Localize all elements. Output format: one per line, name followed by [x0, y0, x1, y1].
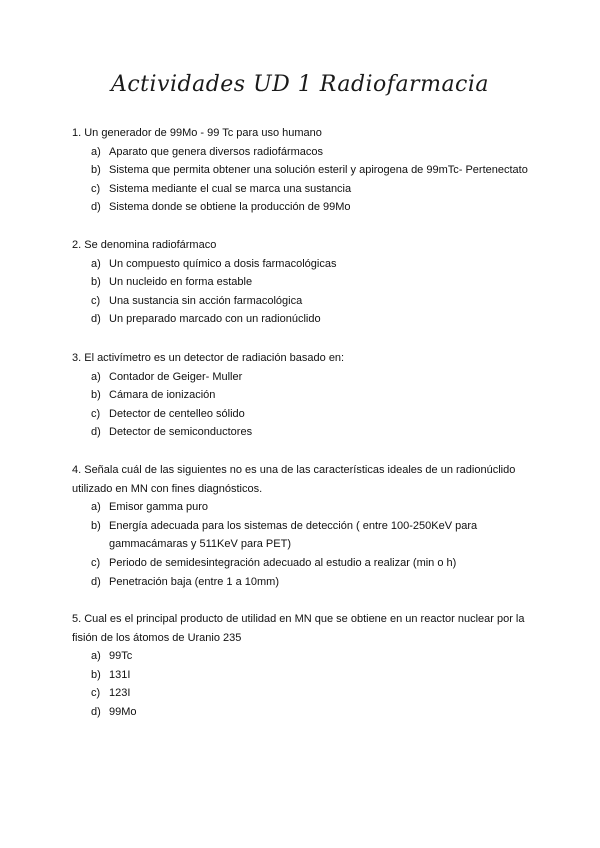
option-text: 99Tc: [109, 650, 133, 663]
option-a: [72, 498, 532, 517]
option-letter: a): [91, 257, 101, 270]
option-text: 123I: [109, 687, 131, 700]
option-a: [72, 143, 532, 162]
option-text: 131I: [109, 668, 131, 681]
option-text: Penetración baja (entre 1 a 10mm): [109, 575, 279, 588]
question-1: [72, 124, 532, 217]
option-letter: d): [91, 201, 101, 214]
option-c: [72, 554, 532, 573]
option-letter: d): [91, 313, 101, 326]
options-list: [72, 368, 532, 442]
option-c: [72, 180, 532, 199]
question-stem: 5. Cual es el principal producto de utilidad en MN que se obtiene en un reactor nuclear por la fisión de los átomos de Uranio 235: [72, 613, 525, 644]
option-a: [72, 647, 532, 666]
options-list: [72, 647, 532, 721]
question-2: [72, 236, 532, 329]
option-b: [72, 161, 532, 180]
option-text: Una sustancia sin acción farmacológica: [109, 294, 303, 307]
option-text: Cámara de ionización: [109, 389, 216, 402]
option-letter: d): [91, 575, 101, 588]
option-letter: b): [91, 389, 101, 402]
question-stem: 4. Señala cuál de las siguientes no es una de las características ideales de un radionúclido utilizado en MN con fines diagnósticos.: [72, 464, 516, 495]
option-letter: b): [91, 276, 101, 289]
question-stem: 2. Se denomina radiofármaco: [72, 239, 217, 251]
option-text: Un nucleido en forma estable: [109, 276, 253, 289]
option-b: [72, 666, 532, 685]
option-letter: c): [91, 687, 101, 700]
option-letter: b): [91, 164, 101, 177]
page-title: Actividades UD 1 Radiofarmacia: [110, 72, 490, 97]
option-letter: b): [91, 519, 101, 532]
option-b: [72, 517, 532, 554]
option-letter: c): [91, 294, 101, 307]
option-letter: a): [91, 145, 101, 158]
option-text: Sistema mediante el cual se marca una sustancia: [109, 182, 352, 195]
option-text: Detector de centelleo sólido: [109, 407, 245, 420]
option-d: [72, 423, 532, 442]
option-letter: d): [91, 426, 101, 439]
option-text: Un preparado marcado con un radionúclido: [109, 313, 321, 326]
option-d: [72, 703, 532, 722]
options-list: [72, 498, 532, 591]
question-4: [72, 461, 532, 591]
option-text: Sistema donde se obtiene la producción de 99Mo: [109, 201, 351, 214]
option-text: Periodo de semidesintegración adecuado al estudio a realizar (min o h): [109, 556, 457, 569]
option-b: [72, 386, 532, 405]
option-letter: c): [91, 407, 101, 420]
option-text: Un compuesto químico a dosis farmacológicas: [109, 257, 337, 270]
option-a: [72, 368, 532, 387]
option-d: [72, 310, 532, 329]
question-5: [72, 610, 532, 722]
option-a: [72, 255, 532, 274]
option-d: [72, 198, 532, 217]
option-letter: d): [91, 705, 101, 718]
option-c: [72, 292, 532, 311]
question-3: [72, 349, 532, 442]
option-letter: b): [91, 668, 101, 681]
option-letter: a): [91, 650, 101, 663]
question-stem: 3. El activímetro es un detector de radiación basado en:: [72, 352, 345, 364]
option-letter: c): [91, 182, 101, 195]
option-b: [72, 273, 532, 292]
option-text: Aparato que genera diversos radiofármacos: [109, 145, 324, 158]
option-d: [72, 573, 532, 592]
option-text: Detector de semiconductores: [109, 426, 253, 439]
question-stem: 1. Un generador de 99Mo - 99 Tc para uso humano: [72, 127, 322, 139]
options-list: [72, 255, 532, 329]
option-c: [72, 405, 532, 424]
option-c: [72, 684, 532, 703]
option-text: Contador de Geiger- Muller: [109, 370, 243, 383]
option-text: Emisor gamma puro: [109, 501, 209, 514]
option-letter: a): [91, 370, 101, 383]
option-text: Sistema que permita obtener una solución esteril y apirogena de 99mTc- Pertenectato: [109, 164, 528, 177]
option-text: 99Mo: [109, 705, 137, 718]
option-letter: a): [91, 501, 101, 514]
option-letter: c): [91, 556, 101, 569]
option-text: Energía adecuada para los sistemas de detección ( entre 100-250KeV para gammacámaras y 511KeV para PET): [109, 519, 478, 551]
options-list: [72, 143, 532, 217]
